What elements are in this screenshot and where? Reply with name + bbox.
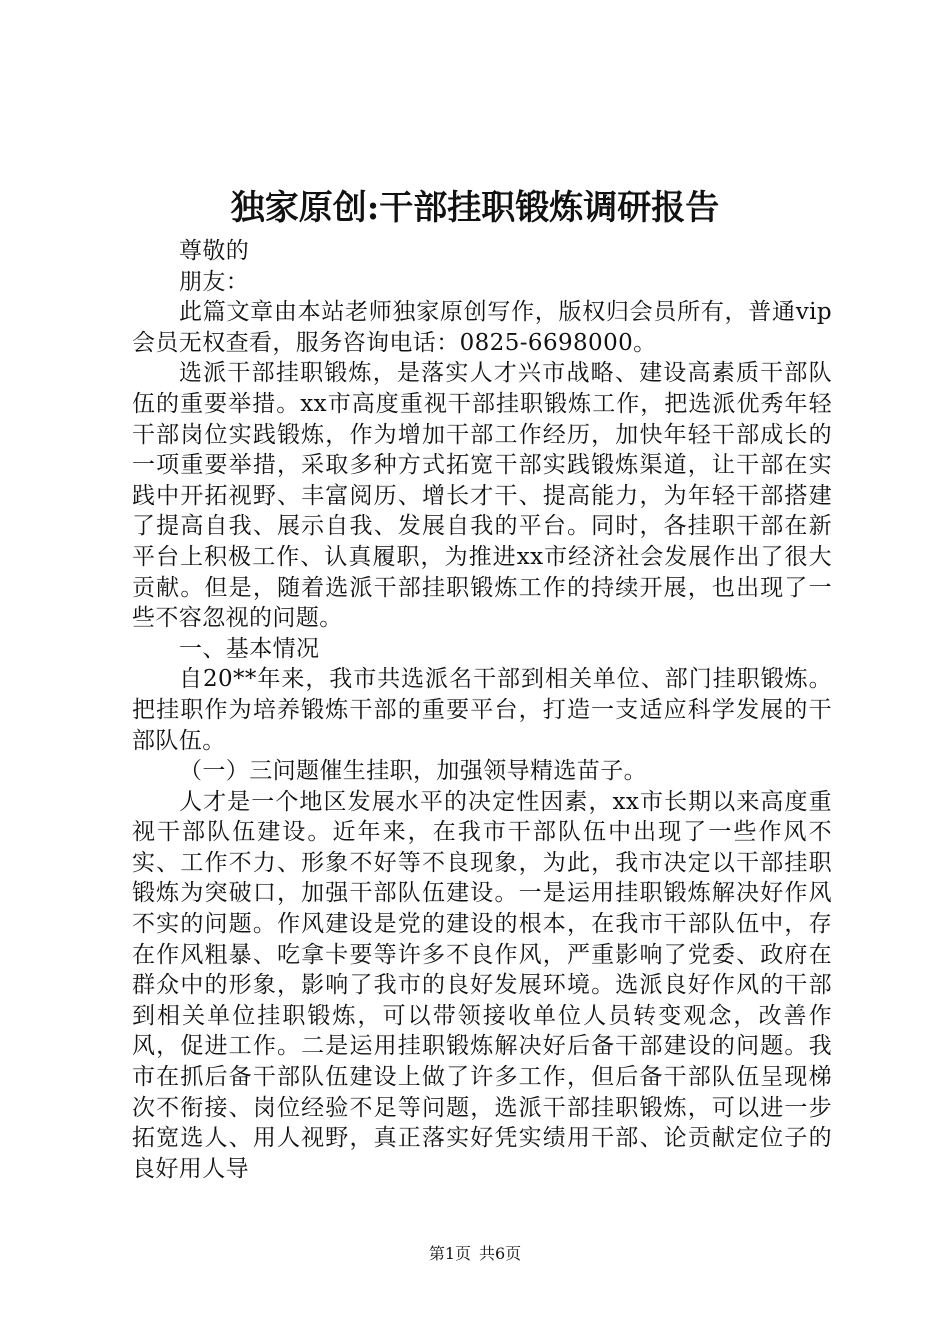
document-title: 独家原创:干部挂职锻炼调研报告 xyxy=(230,188,720,228)
document-body xyxy=(132,236,832,1184)
intro-paragraph: 选派干部挂职锻炼，是落实人才兴市战略、建设高素质干部队伍的重要举措。xx市高度重视干部挂职锻炼工作，把选派优秀年轻干部岗位实践锻炼，作为增加干部工作经历，加快年轻干部成长的一项重要举措，采取多种方式拓宽干部实践锻炼渠道，让干部在实践中开拓视野、丰富阅历、增长才干、提高能力，为年轻干部搭建了提高自我、展示自我、发展自我的平台。同时，各挂职干部在新平台上积极工作、认真履职，为推进xx市经济社会发展作出了很大贡献。但是，随着选派干部挂职锻炼工作的持续开展，也出现了一些不容忽视的问题。 xyxy=(132,360,832,632)
page-total: 共6页 xyxy=(479,1244,522,1263)
salutation-line-2: 朋友： xyxy=(179,268,250,295)
section-heading-basic: 一、基本情况 xyxy=(179,635,320,662)
page-number: 第1页 xyxy=(428,1244,471,1263)
page-footer xyxy=(0,1244,950,1264)
talent-paragraph: 人才是一个地区发展水平的决定性因素，xx市长期以来高度重视干部队伍建设。近年来，在我市干部队伍中出现了一些作风不实、工作不力、形象不好等不良现象，为此，我市决定以干部挂职锻炼为突破口，加强干部队伍建设。一是运用挂职锻炼解决好作风不实的问题。作风建设是党的建设的根本，在我市干部队伍中，存在作风粗暴、吃拿卡要等许多不良作风，严重影响了党委、政府在群众中的形象，影响了我市的良好发展环境。选派良好作风的干部到相关单位挂职锻炼，可以带领接收单位人员转变观念，改善作风，促进工作。二是运用挂职锻炼解决好后备干部建设的问题。我市在抓后备干部队伍建设上做了许多工作，但后备干部队伍呈现梯次不衔接、岗位经验不足等问题，选派干部挂职锻炼，可以进一步拓宽选人、用人视野，真正落实好凭实绩用干部、论贡献定位子的良好用人导 xyxy=(132,788,832,1182)
salutation-line-1: 尊敬的 xyxy=(179,238,250,264)
basic-situation-paragraph: 自20**年来，我市共选派名干部到相关单位、部门挂职锻炼。把挂职作为培养锻炼干部的重要平台，打造一支适应科学发展的干部队伍。 xyxy=(132,666,832,754)
subsection-heading-1: （一）三问题催生挂职，加强领导精选苗子。 xyxy=(179,758,647,785)
copyright-notice: 此篇文章由本站老师独家原创写作，版权归会员所有，普通vip会员无权查看，服务咨询电话：0825-6698000。 xyxy=(132,299,832,356)
